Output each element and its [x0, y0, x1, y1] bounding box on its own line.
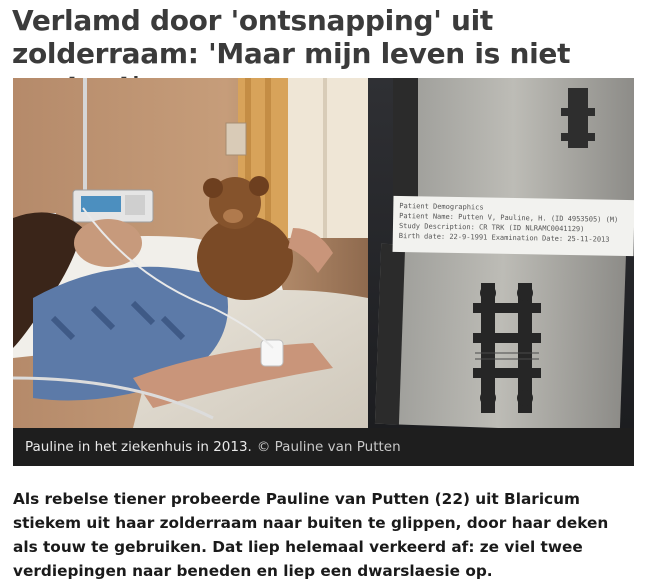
- xray-photo: [368, 78, 634, 428]
- hospital-photo: [13, 78, 368, 428]
- xray-label-line3: Study Description: CR TRK (ID NLRAMC0041129): [398, 222, 585, 234]
- xray-label-line1: Patient Demographics: [399, 202, 484, 212]
- caption-text: Pauline in het ziekenhuis in 2013.: [25, 439, 252, 455]
- article-image[interactable]: [13, 78, 634, 466]
- photo-credit: © Pauline van Putten: [256, 439, 401, 455]
- photo-collage: [13, 78, 634, 428]
- xray-label-line2: Patient Name: Putten V, Pauline, H. (ID 4953505) (M): [399, 212, 619, 224]
- article-intro: Als rebelse tiener probeerde Pauline van Putten (22) uit Blaricum stiekem uit haar zolderraam naar buiten te glippen, door haar deken als touw te gebruiken. Dat liep helemaal verkeerd af: ze viel twee verdiepingen naar beneden en liep een dwarslaesie op.: [13, 490, 609, 580]
- xray-label-line4: Birth date: 22-9-1991 Examination Date: 25-11-2013: [398, 232, 610, 244]
- article-headline[interactable]: Verlamd door 'ontsnapping' uit zolderraam: 'Maar mijn leven is niet: [12, 4, 571, 70]
- image-caption: [13, 428, 634, 466]
